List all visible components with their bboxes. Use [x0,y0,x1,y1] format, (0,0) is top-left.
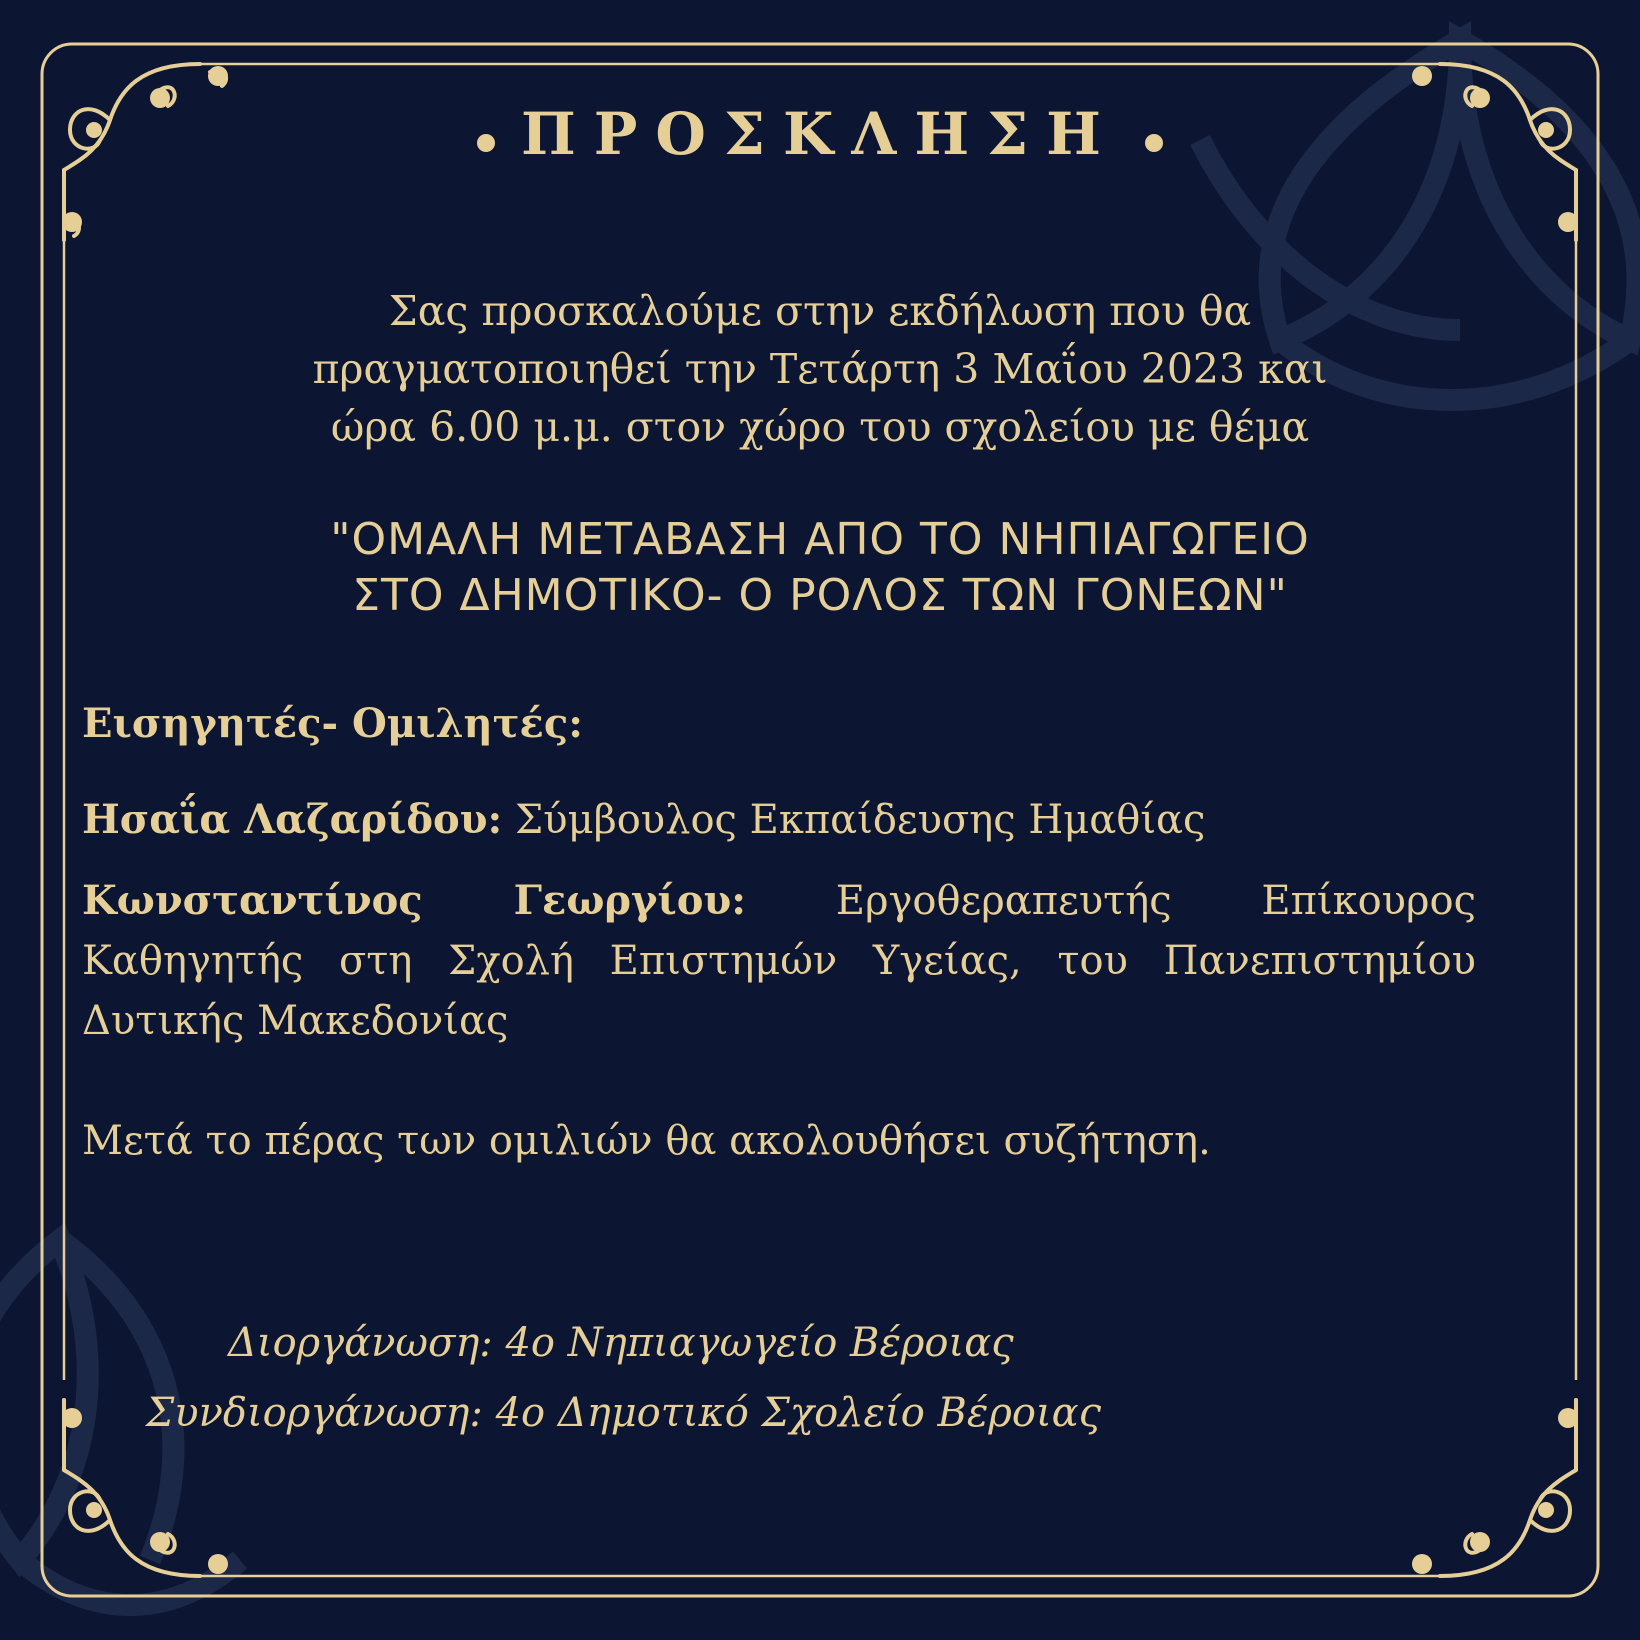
speaker-entry [82,871,1476,1051]
speaker-entry [82,790,1476,850]
title-dot-left [477,134,495,152]
speaker-role: Σύμβουλος Εκπαίδευσης Ημαθίας [514,797,1206,843]
title-text: ΠΡΟΣΚΛΗΣΗ [521,100,1119,168]
topic-line: ΣΤΟ ΔΗΜΟΤΙΚΟ- Ο ΡΟΛΟΣ ΤΩΝ ΓΟΝΕΩΝ" [352,570,1288,621]
speakers-heading: Εισηγητές- Ομιλητές: [82,700,583,747]
invitation-title [0,100,1640,168]
title-dot-right [1145,134,1163,152]
intro-line: πραγματοποιηθεί την Τετάρτη 3 Μαΐου 2023 και [312,345,1328,393]
topic-line: "ΟΜΑΛΗ ΜΕΤΑΒΑΣΗ ΑΠΟ ΤΟ ΝΗΠΙΑΓΩΓΕΙΟ [330,514,1310,565]
closing-note: Μετά το πέρας των ομιλιών θα ακολουθήσει συζήτηση. [82,1118,1211,1164]
intro-line: Σας προσκαλούμε στην εκδήλωση που θα [388,287,1252,335]
intro-line: ώρα 6.00 μ.μ. στον χώρο του σχολείου με θέμα [330,403,1310,451]
invitation-intro [170,282,1470,456]
speaker-role: Εργοθεραπευτής Επίκουρος Καθηγητής στη Σχολή Επιστημών Υγείας, του Πανεπιστημίου Δυτικής Μακεδονίας [82,878,1476,1044]
co-organizer-line: Συνδιοργάνωση: 4ο Δημοτικό Σχολείο Βέροιας [146,1390,1102,1436]
speaker-name: Ησαΐα Λαζαρίδου: [82,796,503,843]
event-topic [170,512,1470,624]
organizer-line: Διοργάνωση: 4ο Νηπιαγωγείο Βέροιας [228,1320,1014,1366]
speaker-name: Κωνσταντίνος Γεωργίου: [82,877,746,924]
